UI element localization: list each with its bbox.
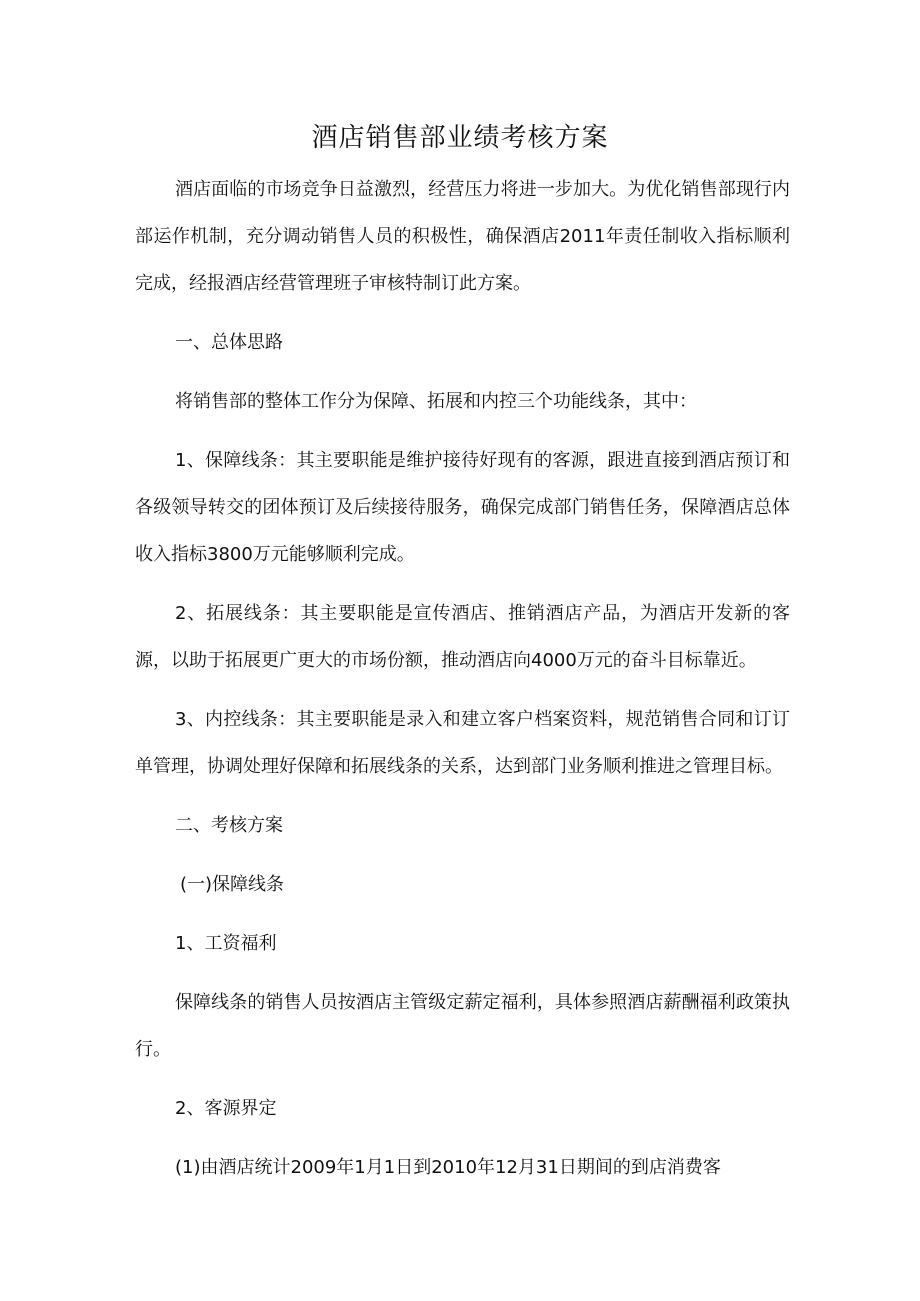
document-body: [135, 166, 790, 1203]
line-2-paragraph: 2、拓展线条：其主要职能是宣传酒店、推销酒店产品，为酒店开发新的客源，以助于拓展更广更大的市场份额，推动酒店向4000万元的奋斗目标靠近。: [135, 603, 790, 671]
document-title: 酒店销售部业绩考核方案: [311, 123, 609, 153]
line-3-paragraph: 3、内控线条：其主要职能是录入和建立客户档案资料，规范销售合同和订订单管理，协调处理好保障和拓展线条的关系，达到部门业务顺利推进之管理目标。: [135, 709, 790, 777]
item-2-text: (1)由酒店统计2009年1月1日到2010年12月31日期间的到店消费客: [175, 1157, 721, 1178]
section-1-heading: 一、总体思路: [175, 332, 283, 353]
item-1-heading: 1、工资福利: [175, 933, 277, 954]
intro-paragraph: 酒店面临的市场竞争日益激烈，经营压力将进一步加大。为优化销售部现行内部运作机制，充分调动销售人员的积极性，确保酒店2011年责任制收入指标顺利完成，经报酒店经营管理班子审核特制订此方案。: [135, 179, 790, 294]
line-1-paragraph: 1、保障线条：其主要职能是维护接待好现有的客源，跟进直接到酒店预订和各级领导转交的团体预订及后续接待服务，确保完成部门销售任务，保障酒店总体收入指标3800万元能够顺利完成。: [135, 450, 790, 565]
item-1-text: 保障线条的销售人员按酒店主管级定薪定福利，具体参照酒店薪酬福利政策执行。: [135, 992, 790, 1060]
section-1-lead: 将销售部的整体工作分为保障、拓展和内控三个功能线条，其中：: [175, 391, 697, 412]
item-2-heading: 2、客源界定: [175, 1098, 277, 1119]
section-2-heading: 二、考核方案: [175, 815, 283, 836]
subsection-1-heading: (一)保障线条: [180, 874, 285, 895]
